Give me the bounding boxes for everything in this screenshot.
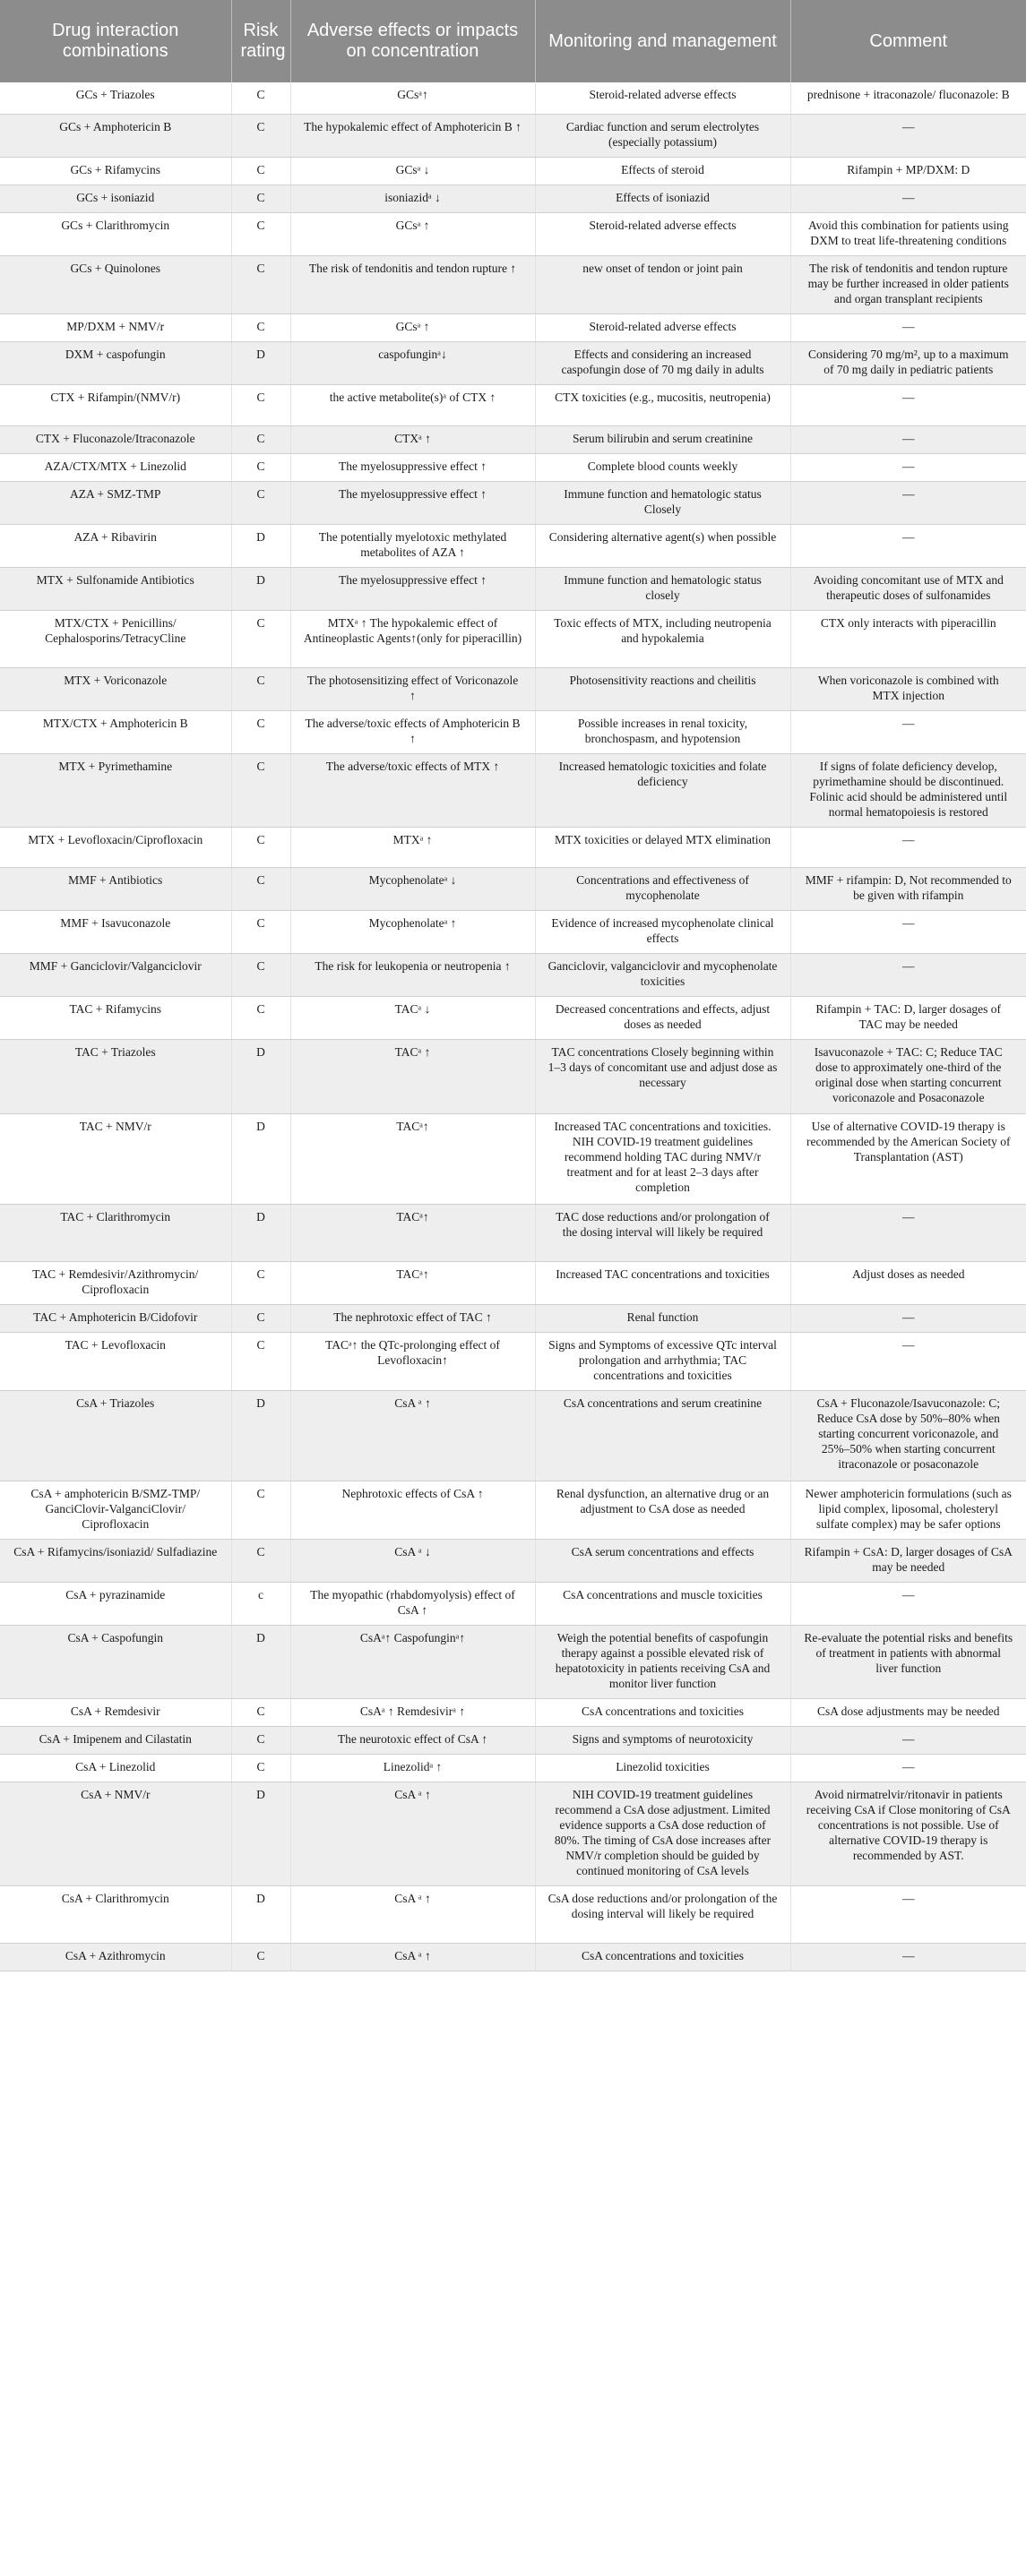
table-row bbox=[0, 82, 1026, 114]
cell-comment: Newer amphotericin formulations (such as lipid complex, liposomal, cholesteryl sulfate complex) may be safer options bbox=[790, 1481, 1026, 1539]
table-row bbox=[0, 867, 1026, 910]
cell-monitoring: Signs and symptoms of neurotoxicity bbox=[535, 1726, 790, 1754]
cell-adverse-effects: The adverse/toxic effects of MTX ↑ bbox=[290, 753, 535, 827]
cell-comment: — bbox=[790, 1726, 1026, 1754]
cell-adverse-effects: The potentially myelotoxic methylated metabolites of AZA ↑ bbox=[290, 524, 535, 567]
cell-risk-rating: C bbox=[231, 827, 290, 867]
cell-combination: CsA + Caspofungin bbox=[0, 1625, 231, 1698]
cell-combination: CTX + Rifampin/(NMV/r) bbox=[0, 384, 231, 425]
table-row bbox=[0, 1726, 1026, 1754]
header-adverse-effects: Adverse effects or impacts on concentration bbox=[290, 0, 535, 82]
cell-adverse-effects: TACᵃ↑ the QTc-prolonging effect of Levofloxacin↑ bbox=[290, 1332, 535, 1390]
cell-risk-rating: C bbox=[231, 1698, 290, 1726]
cell-combination: GCs + Clarithromycin bbox=[0, 212, 231, 255]
cell-combination: CsA + Clarithromycin bbox=[0, 1885, 231, 1943]
cell-comment: — bbox=[790, 453, 1026, 481]
table-row bbox=[0, 1261, 1026, 1304]
cell-risk-rating: C bbox=[231, 313, 290, 341]
cell-adverse-effects: TACᵃ↑ bbox=[290, 1261, 535, 1304]
cell-combination: CsA + Triazoles bbox=[0, 1390, 231, 1481]
cell-combination: MTX + Sulfonamide Antibiotics bbox=[0, 567, 231, 610]
cell-monitoring: Complete blood counts weekly bbox=[535, 453, 790, 481]
cell-risk-rating: C bbox=[231, 1943, 290, 1971]
cell-monitoring: MTX toxicities or delayed MTX elimination bbox=[535, 827, 790, 867]
cell-adverse-effects: GCsᵃ ↑ bbox=[290, 212, 535, 255]
cell-combination: GCs + Triazoles bbox=[0, 82, 231, 114]
cell-risk-rating: C bbox=[231, 910, 290, 953]
cell-comment: — bbox=[790, 827, 1026, 867]
cell-risk-rating: D bbox=[231, 341, 290, 384]
cell-risk-rating: c bbox=[231, 1582, 290, 1625]
table-row bbox=[0, 255, 1026, 313]
cell-monitoring: Weigh the potential benefits of caspofungin therapy against a possible elevated risk of hepatotoxicity in patients receiving CsA and monitor liver function bbox=[535, 1625, 790, 1698]
cell-comment: Rifampin + TAC: D, larger dosages of TAC may be needed bbox=[790, 996, 1026, 1039]
cell-adverse-effects: The adverse/toxic effects of Amphotericin B ↑ bbox=[290, 710, 535, 753]
cell-comment: Isavuconazole + TAC: C; Reduce TAC dose to approximately one-third of the original dose when starting concurrent voriconazole and Posaconazole bbox=[790, 1039, 1026, 1113]
table-row bbox=[0, 185, 1026, 212]
cell-monitoring: Renal dysfunction, an alternative drug or an adjustment to CsA dose as needed bbox=[535, 1481, 790, 1539]
cell-risk-rating: D bbox=[231, 1113, 290, 1204]
cell-monitoring: Decreased concentrations and effects, adjust doses as needed bbox=[535, 996, 790, 1039]
cell-adverse-effects: GCsᵃ ↑ bbox=[290, 313, 535, 341]
cell-risk-rating: D bbox=[231, 567, 290, 610]
cell-comment: CsA + Fluconazole/Isavuconazole: C; Reduce CsA dose by 50%–80% when starting concurrent voriconazole, and 25%–50% when starting concurrent itraconazole or posaconazole bbox=[790, 1390, 1026, 1481]
cell-comment: — bbox=[790, 1943, 1026, 1971]
cell-monitoring: CsA concentrations and toxicities bbox=[535, 1698, 790, 1726]
table-row bbox=[0, 384, 1026, 425]
cell-combination: CsA + amphotericin B/SMZ-TMP/ GanciClovir-ValganciClovir/ Ciprofloxacin bbox=[0, 1481, 231, 1539]
cell-comment: Avoid this combination for patients using DXM to treat life-threatening conditions bbox=[790, 212, 1026, 255]
table-row bbox=[0, 827, 1026, 867]
cell-combination: CsA + pyrazinamide bbox=[0, 1582, 231, 1625]
cell-combination: TAC + Rifamycins bbox=[0, 996, 231, 1039]
cell-combination: MTX + Pyrimethamine bbox=[0, 753, 231, 827]
cell-combination: MTX + Levofloxacin/Ciprofloxacin bbox=[0, 827, 231, 867]
cell-risk-rating: C bbox=[231, 610, 290, 667]
cell-risk-rating: C bbox=[231, 753, 290, 827]
cell-comment: Avoiding concomitant use of MTX and therapeutic doses of sulfonamides bbox=[790, 567, 1026, 610]
cell-combination: GCs + Quinolones bbox=[0, 255, 231, 313]
table-row bbox=[0, 1698, 1026, 1726]
cell-risk-rating: C bbox=[231, 1754, 290, 1782]
cell-comment: — bbox=[790, 481, 1026, 524]
cell-adverse-effects: CsA ᵃ ↑ bbox=[290, 1390, 535, 1481]
cell-monitoring: Photosensitivity reactions and cheilitis bbox=[535, 667, 790, 710]
cell-risk-rating: C bbox=[231, 1539, 290, 1582]
cell-monitoring: CTX toxicities (e.g., mucositis, neutropenia) bbox=[535, 384, 790, 425]
cell-risk-rating: C bbox=[231, 481, 290, 524]
cell-monitoring: CsA serum concentrations and effects bbox=[535, 1539, 790, 1582]
cell-combination: TAC + NMV/r bbox=[0, 1113, 231, 1204]
cell-comment: — bbox=[790, 953, 1026, 996]
cell-adverse-effects: CsA ᵃ ↑ bbox=[290, 1782, 535, 1885]
cell-adverse-effects: The myelosuppressive effect ↑ bbox=[290, 453, 535, 481]
cell-combination: CTX + Fluconazole/Itraconazole bbox=[0, 425, 231, 453]
cell-monitoring: Increased TAC concentrations and toxicities. NIH COVID-19 treatment guidelines recommend holding TAC during NMV/r treatment and for at least 2–3 days after completion bbox=[535, 1113, 790, 1204]
cell-comment: — bbox=[790, 1332, 1026, 1390]
cell-risk-rating: C bbox=[231, 82, 290, 114]
cell-risk-rating: C bbox=[231, 1726, 290, 1754]
cell-adverse-effects: CsAᵃ ↑ Remdesivirᵃ ↑ bbox=[290, 1698, 535, 1726]
cell-risk-rating: D bbox=[231, 1625, 290, 1698]
cell-monitoring: Increased TAC concentrations and toxicities bbox=[535, 1261, 790, 1304]
cell-monitoring: Evidence of increased mycophenolate clinical effects bbox=[535, 910, 790, 953]
cell-comment: — bbox=[790, 1885, 1026, 1943]
table-row bbox=[0, 610, 1026, 667]
table-row bbox=[0, 1539, 1026, 1582]
table-row bbox=[0, 996, 1026, 1039]
cell-monitoring: Effects of isoniazid bbox=[535, 185, 790, 212]
cell-monitoring: new onset of tendon or joint pain bbox=[535, 255, 790, 313]
cell-monitoring: CsA concentrations and serum creatinine bbox=[535, 1390, 790, 1481]
cell-risk-rating: C bbox=[231, 212, 290, 255]
cell-risk-rating: C bbox=[231, 1261, 290, 1304]
header-comment: Comment bbox=[790, 0, 1026, 82]
cell-adverse-effects: The myelosuppressive effect ↑ bbox=[290, 481, 535, 524]
table-row bbox=[0, 1113, 1026, 1204]
cell-risk-rating: D bbox=[231, 524, 290, 567]
cell-monitoring: Possible increases in renal toxicity, bronchospasm, and hypotension bbox=[535, 710, 790, 753]
cell-combination: MMF + Ganciclovir/Valganciclovir bbox=[0, 953, 231, 996]
cell-adverse-effects: TACᵃ ↑ bbox=[290, 1039, 535, 1113]
cell-monitoring: Effects and considering an increased caspofungin dose of 70 mg daily in adults bbox=[535, 341, 790, 384]
cell-combination: GCs + Rifamycins bbox=[0, 157, 231, 185]
table-row bbox=[0, 1885, 1026, 1943]
table-row bbox=[0, 157, 1026, 185]
cell-risk-rating: C bbox=[231, 1304, 290, 1332]
table-row bbox=[0, 1481, 1026, 1539]
cell-combination: MTX + Voriconazole bbox=[0, 667, 231, 710]
cell-monitoring: Immune function and hematologic status Closely bbox=[535, 481, 790, 524]
table-row bbox=[0, 1039, 1026, 1113]
cell-monitoring: Concentrations and effectiveness of mycophenolate bbox=[535, 867, 790, 910]
cell-combination: CsA + NMV/r bbox=[0, 1782, 231, 1885]
cell-adverse-effects: Nephrotoxic effects of CsA ↑ bbox=[290, 1481, 535, 1539]
cell-monitoring: Increased hematologic toxicities and folate deficiency bbox=[535, 753, 790, 827]
cell-combination: GCs + Amphotericin B bbox=[0, 114, 231, 157]
cell-comment: — bbox=[790, 524, 1026, 567]
cell-risk-rating: D bbox=[231, 1885, 290, 1943]
cell-combination: GCs + isoniazid bbox=[0, 185, 231, 212]
cell-combination: MMF + Antibiotics bbox=[0, 867, 231, 910]
cell-comment: CTX only interacts with piperacillin bbox=[790, 610, 1026, 667]
cell-monitoring: TAC dose reductions and/or prolongation of the dosing interval will likely be required bbox=[535, 1204, 790, 1261]
cell-risk-rating: C bbox=[231, 157, 290, 185]
cell-monitoring: NIH COVID-19 treatment guidelines recommend a CsA dose adjustment. Limited evidence supports a CsA dose reduction of 80%. The timing of CsA dose increases after NMV/r completion should be guided by continued monitoring of CsA levels bbox=[535, 1782, 790, 1885]
table-row bbox=[0, 1582, 1026, 1625]
table-row bbox=[0, 1304, 1026, 1332]
cell-risk-rating: C bbox=[231, 1481, 290, 1539]
table-row bbox=[0, 341, 1026, 384]
cell-combination: CsA + Rifamycins/isoniazid/ Sulfadiazine bbox=[0, 1539, 231, 1582]
table-row bbox=[0, 524, 1026, 567]
cell-adverse-effects: TACᵃ↑ bbox=[290, 1113, 535, 1204]
cell-comment: — bbox=[790, 425, 1026, 453]
cell-combination: TAC + Remdesivir/Azithromycin/ Ciprofloxacin bbox=[0, 1261, 231, 1304]
cell-comment: CsA dose adjustments may be needed bbox=[790, 1698, 1026, 1726]
cell-comment: Rifampin + CsA: D, larger dosages of CsA may be needed bbox=[790, 1539, 1026, 1582]
cell-adverse-effects: CsA ᵃ ↑ bbox=[290, 1885, 535, 1943]
cell-risk-rating: D bbox=[231, 1390, 290, 1481]
cell-combination: MMF + Isavuconazole bbox=[0, 910, 231, 953]
cell-comment: Re-evaluate the potential risks and benefits of treatment in patients with abnormal liver function bbox=[790, 1625, 1026, 1698]
cell-risk-rating: D bbox=[231, 1782, 290, 1885]
table-row bbox=[0, 1390, 1026, 1481]
cell-combination: CsA + Linezolid bbox=[0, 1754, 231, 1782]
cell-combination: AZA + Ribavirin bbox=[0, 524, 231, 567]
cell-adverse-effects: The myelosuppressive effect ↑ bbox=[290, 567, 535, 610]
cell-monitoring: Steroid-related adverse effects bbox=[535, 313, 790, 341]
cell-combination: DXM + caspofungin bbox=[0, 341, 231, 384]
table-row bbox=[0, 1625, 1026, 1698]
cell-adverse-effects: The myopathic (rhabdomyolysis) effect of CsA ↑ bbox=[290, 1582, 535, 1625]
cell-monitoring: Serum bilirubin and serum creatinine bbox=[535, 425, 790, 453]
cell-adverse-effects: The neurotoxic effect of CsA ↑ bbox=[290, 1726, 535, 1754]
cell-combination: MP/DXM + NMV/r bbox=[0, 313, 231, 341]
cell-combination: TAC + Levofloxacin bbox=[0, 1332, 231, 1390]
cell-monitoring: Considering alternative agent(s) when possible bbox=[535, 524, 790, 567]
table-row bbox=[0, 1754, 1026, 1782]
table-row bbox=[0, 114, 1026, 157]
cell-comment: Use of alternative COVID-19 therapy is recommended by the American Society of Transplantation (AST) bbox=[790, 1113, 1026, 1204]
header-monitoring: Monitoring and management bbox=[535, 0, 790, 82]
cell-monitoring: Immune function and hematologic status closely bbox=[535, 567, 790, 610]
cell-comment: — bbox=[790, 1582, 1026, 1625]
table-row bbox=[0, 313, 1026, 341]
cell-combination: CsA + Remdesivir bbox=[0, 1698, 231, 1726]
header-row bbox=[0, 0, 1026, 82]
cell-adverse-effects: Mycophenolateᵃ ↑ bbox=[290, 910, 535, 953]
cell-risk-rating: C bbox=[231, 667, 290, 710]
cell-adverse-effects: The hypokalemic effect of Amphotericin B ↑ bbox=[290, 114, 535, 157]
cell-comment: Avoid nirmatrelvir/ritonavir in patients receiving CsA if Close monitoring of CsA concentrations is not possible. Use of alternative COVID-19 therapy is recommended by AST. bbox=[790, 1782, 1026, 1885]
cell-combination: MTX/CTX + Amphotericin B bbox=[0, 710, 231, 753]
cell-adverse-effects: The nephrotoxic effect of TAC ↑ bbox=[290, 1304, 535, 1332]
cell-combination: TAC + Amphotericin B/Cidofovir bbox=[0, 1304, 231, 1332]
table-row bbox=[0, 1204, 1026, 1261]
cell-risk-rating: D bbox=[231, 1204, 290, 1261]
cell-adverse-effects: CTXᵃ ↑ bbox=[290, 425, 535, 453]
cell-adverse-effects: TACᵃ ↓ bbox=[290, 996, 535, 1039]
cell-combination: TAC + Clarithromycin bbox=[0, 1204, 231, 1261]
cell-adverse-effects: caspofunginᵃ↓ bbox=[290, 341, 535, 384]
cell-risk-rating: C bbox=[231, 953, 290, 996]
header-combination: Drug interaction combinations bbox=[0, 0, 231, 82]
cell-monitoring: Cardiac function and serum electrolytes (especially potassium) bbox=[535, 114, 790, 157]
cell-comment: prednisone + itraconazole/ fluconazole: B bbox=[790, 82, 1026, 114]
cell-risk-rating: C bbox=[231, 1332, 290, 1390]
cell-risk-rating: C bbox=[231, 384, 290, 425]
cell-adverse-effects: GCsᵃ ↓ bbox=[290, 157, 535, 185]
cell-adverse-effects: The risk for leukopenia or neutropenia ↑ bbox=[290, 953, 535, 996]
cell-monitoring: Renal function bbox=[535, 1304, 790, 1332]
cell-risk-rating: C bbox=[231, 185, 290, 212]
cell-comment: Adjust doses as needed bbox=[790, 1261, 1026, 1304]
cell-adverse-effects: The photosensitizing effect of Voriconazole ↑ bbox=[290, 667, 535, 710]
cell-monitoring: Signs and Symptoms of excessive QTc interval prolongation and arrhythmia; TAC concentrations and toxicities bbox=[535, 1332, 790, 1390]
cell-monitoring: CsA dose reductions and/or prolongation of the dosing interval will likely be required bbox=[535, 1885, 790, 1943]
cell-risk-rating: C bbox=[231, 996, 290, 1039]
cell-combination: MTX/CTX + Penicillins/ Cephalosporins/TetracyCline bbox=[0, 610, 231, 667]
table-row bbox=[0, 481, 1026, 524]
cell-adverse-effects: GCsᵃ↑ bbox=[290, 82, 535, 114]
cell-combination: AZA + SMZ-TMP bbox=[0, 481, 231, 524]
cell-adverse-effects: Mycophenolateᵃ ↓ bbox=[290, 867, 535, 910]
cell-comment: — bbox=[790, 1754, 1026, 1782]
cell-monitoring: Linezolid toxicities bbox=[535, 1754, 790, 1782]
cell-monitoring: Steroid-related adverse effects bbox=[535, 82, 790, 114]
cell-comment: — bbox=[790, 1204, 1026, 1261]
cell-monitoring: CsA concentrations and toxicities bbox=[535, 1943, 790, 1971]
cell-combination: CsA + Imipenem and Cilastatin bbox=[0, 1726, 231, 1754]
cell-adverse-effects: CsAᵃ↑ Caspofunginᵃ↑ bbox=[290, 1625, 535, 1698]
cell-comment: — bbox=[790, 313, 1026, 341]
cell-combination: AZA/CTX/MTX + Linezolid bbox=[0, 453, 231, 481]
table-row bbox=[0, 212, 1026, 255]
header-risk-rating: Risk rating bbox=[231, 0, 290, 82]
cell-comment: If signs of folate deficiency develop, pyrimethamine should be discontinued. Folinic acid should be administered until normal hematopoiesis is restored bbox=[790, 753, 1026, 827]
cell-adverse-effects: CsA ᵃ ↑ bbox=[290, 1943, 535, 1971]
cell-adverse-effects: isoniazidᵃ ↓ bbox=[290, 185, 535, 212]
cell-combination: CsA + Azithromycin bbox=[0, 1943, 231, 1971]
cell-monitoring: Steroid-related adverse effects bbox=[535, 212, 790, 255]
cell-comment: — bbox=[790, 384, 1026, 425]
cell-comment: Rifampin + MP/DXM: D bbox=[790, 157, 1026, 185]
cell-adverse-effects: MTXᵃ ↑ bbox=[290, 827, 535, 867]
cell-adverse-effects: TACᵃ↑ bbox=[290, 1204, 535, 1261]
cell-comment: — bbox=[790, 710, 1026, 753]
table-row bbox=[0, 425, 1026, 453]
table-row bbox=[0, 453, 1026, 481]
cell-risk-rating: C bbox=[231, 453, 290, 481]
cell-monitoring: Effects of steroid bbox=[535, 157, 790, 185]
cell-comment: Considering 70 mg/m², up to a maximum of 70 mg daily in pediatric patients bbox=[790, 341, 1026, 384]
cell-monitoring: CsA concentrations and muscle toxicities bbox=[535, 1582, 790, 1625]
cell-risk-rating: D bbox=[231, 1039, 290, 1113]
cell-comment: When voriconazole is combined with MTX injection bbox=[790, 667, 1026, 710]
cell-monitoring: TAC concentrations Closely beginning within 1–3 days of concomitant use and adjust dose as necessary bbox=[535, 1039, 790, 1113]
cell-adverse-effects: MTXᵃ ↑ The hypokalemic effect of Antineoplastic Agents↑(only for piperacillin) bbox=[290, 610, 535, 667]
table-row bbox=[0, 1782, 1026, 1885]
cell-adverse-effects: CsA ᵃ ↓ bbox=[290, 1539, 535, 1582]
table-row bbox=[0, 1332, 1026, 1390]
table-row bbox=[0, 567, 1026, 610]
table-row bbox=[0, 667, 1026, 710]
cell-combination: TAC + Triazoles bbox=[0, 1039, 231, 1113]
cell-comment: MMF + rifampin: D, Not recommended to be given with rifampin bbox=[790, 867, 1026, 910]
cell-adverse-effects: The risk of tendonitis and tendon rupture ↑ bbox=[290, 255, 535, 313]
cell-risk-rating: C bbox=[231, 114, 290, 157]
cell-monitoring: Ganciclovir, valganciclovir and mycophenolate toxicities bbox=[535, 953, 790, 996]
cell-monitoring: Toxic effects of MTX, including neutropenia and hypokalemia bbox=[535, 610, 790, 667]
cell-adverse-effects: Linezolidᵃ ↑ bbox=[290, 1754, 535, 1782]
cell-comment: — bbox=[790, 185, 1026, 212]
cell-comment: — bbox=[790, 910, 1026, 953]
cell-risk-rating: C bbox=[231, 425, 290, 453]
cell-comment: The risk of tendonitis and tendon rupture may be further increased in older patients and organ transplant recipients bbox=[790, 255, 1026, 313]
cell-adverse-effects: the active metabolite(s)ᵃ of CTX ↑ bbox=[290, 384, 535, 425]
table-row bbox=[0, 710, 1026, 753]
table-row bbox=[0, 1943, 1026, 1971]
table-row bbox=[0, 953, 1026, 996]
table-row bbox=[0, 910, 1026, 953]
table-row bbox=[0, 753, 1026, 827]
cell-comment: — bbox=[790, 1304, 1026, 1332]
cell-comment: — bbox=[790, 114, 1026, 157]
cell-risk-rating: C bbox=[231, 710, 290, 753]
cell-risk-rating: C bbox=[231, 255, 290, 313]
cell-risk-rating: C bbox=[231, 867, 290, 910]
